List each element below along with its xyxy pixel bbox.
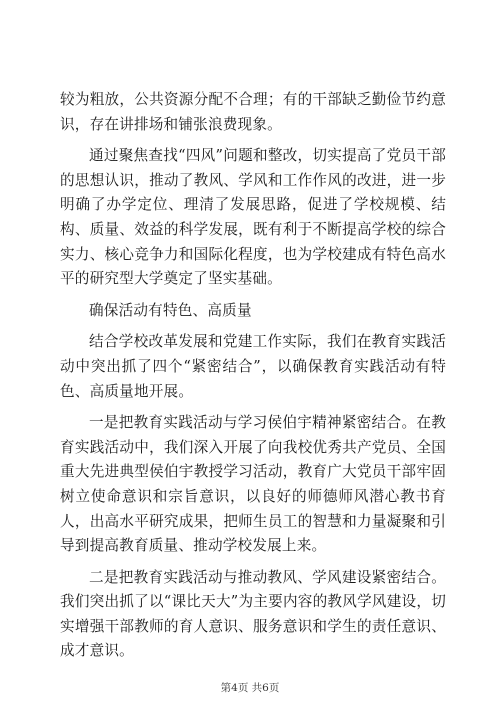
- paragraph-rectification-results: 通过聚焦查找“四风”问题和整改，切实提高了党员干部的思想认识，推动了教风、学风和工作作风的改进，进一步明确了办学定位、理清了发展思路，促进了学校规模、结构、质量、效益的科学发展，既有利于不断提高学校的综合实力、核心竞争力和国际化程度，也为学校建成有特色高水平的研究型大学奠定了坚实基础。: [60, 147, 446, 288]
- section-heading: 确保活动有特色、高质量: [89, 301, 252, 319]
- paragraph-point-one: 一是把教育实践活动与学习侯伯宇精神紧密结合。在教育实践活动中，我们深入开展了向我校优秀共产党员、全国重大先进典型侯伯宇教授学习活动，教育广大党员干部牢固树立使命意识和宗旨意识，以良好的师德师风潜心教书育人，出高水平研究成果，把师生员工的智慧和力量凝聚和引导到提高教育质量、推动学校发展上来。: [60, 414, 446, 555]
- page-footer: 第4页 共6页: [220, 682, 280, 694]
- paragraph-point-two: 二是把教育实践活动与推动教风、学风建设紧密结合。我们突出抓了以“课比天大”为主要内容的教风学风建设，切实增强干部教师的育人意识、服务意识和学生的责任意识、成才意识。: [60, 568, 446, 660]
- paragraph-four-combinations: 结合学校改革发展和党建工作实际，我们在教育实践活动中突出抓了四个“紧密结合”，以确保教育实践活动有特色、高质量地开展。: [60, 333, 446, 400]
- paragraph-continuation: 较为粗放，公共资源分配不合理；有的干部缺乏勤俭节约意识，存在讲排场和铺张浪费现象。: [60, 91, 446, 133]
- document-body: [60, 88, 446, 664]
